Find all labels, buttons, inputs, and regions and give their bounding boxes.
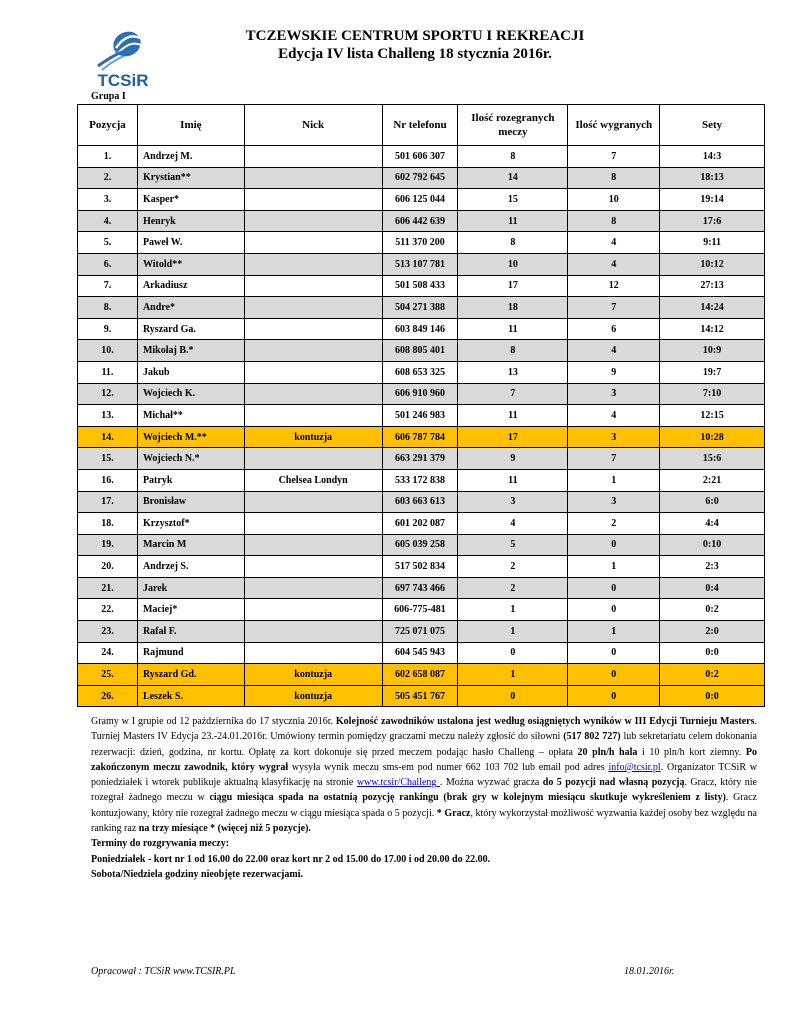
cell-position: 11. [78,361,138,383]
cell-sets: 19:14 [660,189,765,211]
cell-phone: 606 910 960 [382,383,458,405]
cell-nick [244,275,382,297]
cell-won: 4 [568,253,660,275]
col-header-played: Ilość rozegranych meczy [458,105,568,146]
table-header-row [78,105,765,146]
cell-played: 5 [458,534,568,556]
table-row [78,189,765,211]
cell-won: 3 [568,491,660,513]
cell-nick [244,599,382,621]
terms-title: Terminy do rozgrywania meczy: [91,838,230,850]
cell-name: Andrzej S. [137,556,244,578]
cell-won: 4 [568,405,660,427]
cell-phone: 501 606 307 [382,146,458,168]
notes-text: . Turniej Masters IV Edycja 23.-24.01.2016r. Umówiony termin pomiędzy graczami meczu należy zgłosić do siłowni [91,716,757,743]
cell-played: 11 [458,405,568,427]
cell-position: 6. [78,253,138,275]
table-row [78,556,765,578]
cell-name: Ryszard Gd. [137,664,244,686]
cell-phone: 501 246 983 [382,405,458,427]
cell-name: Ryszard Ga. [137,318,244,340]
notes-bold: ciągu miesiąca spada na ostatnią pozycję rankingu (brak gry w kolejnym miesiącu skutkuje wykreśleniem z listy) [209,792,726,804]
cell-position: 24. [78,642,138,664]
cell-nick [244,361,382,383]
cell-sets: 2:0 [660,621,765,643]
cell-sets: 6:0 [660,491,765,513]
cell-sets: 7:10 [660,383,765,405]
cell-played: 9 [458,448,568,470]
cell-phone: 601 202 087 [382,513,458,535]
cell-phone: 517 502 834 [382,556,458,578]
cell-nick [244,340,382,362]
table-row [78,577,765,599]
cell-nick [244,642,382,664]
table-row [78,253,765,275]
cell-phone: 533 172 838 [382,469,458,491]
cell-position: 21. [78,577,138,599]
notes-bold: Kolejność zawodników ustalona jest według osiągniętych wyników w III Edycji Turnieju Masters [335,716,755,727]
notes-text: i 10 pln/h kort ziemny. [637,746,746,758]
notes-text: wysyła wynik meczu sms-em pod numer 662 103 702 lub email pod adres [288,761,609,773]
cell-position: 7. [78,275,138,297]
cell-nick [244,189,382,211]
table-row [78,297,765,319]
ranking-table [77,104,765,707]
table-row [78,469,765,491]
cell-position: 2. [78,167,138,189]
cell-phone: 606 125 044 [382,189,458,211]
cell-won: 8 [568,210,660,232]
cell-phone: 602 658 087 [382,664,458,686]
cell-name: Jakub [137,361,244,383]
cell-won: 2 [568,513,660,535]
cell-phone: 504 271 388 [382,297,458,319]
cell-won: 0 [568,642,660,664]
cell-position: 19. [78,534,138,556]
rules-notes [91,714,757,882]
cell-played: 17 [458,275,568,297]
notes-phone: (517 802 727) [563,731,621,743]
cell-position: 4. [78,210,138,232]
cell-won: 1 [568,556,660,578]
document-title: TCZEWSKIE CENTRUM SPORTU I REKREACJI [245,28,585,44]
cell-played: 17 [458,426,568,448]
footer-author: Opracował : TCSiR www.TCSIR.PL [91,966,236,977]
cell-nick [244,556,382,578]
cell-nick [244,513,382,535]
cell-sets: 0:4 [660,577,765,599]
cell-won: 9 [568,361,660,383]
cell-phone: 511 370 200 [382,232,458,254]
cell-name: Andrzej M. [137,146,244,168]
cell-phone: 505 451 767 [382,685,458,707]
cell-won: 7 [568,146,660,168]
cell-sets: 18:13 [660,167,765,189]
cell-name: Maciej* [137,599,244,621]
cell-phone: 608 805 401 [382,340,458,362]
cell-sets: 17:6 [660,210,765,232]
cell-phone: 513 107 781 [382,253,458,275]
cell-position: 20. [78,556,138,578]
cell-position: 15. [78,448,138,470]
cell-played: 8 [458,232,568,254]
cell-won: 8 [568,167,660,189]
cell-nick [244,253,382,275]
cell-phone: 501 508 433 [382,275,458,297]
cell-played: 18 [458,297,568,319]
footer-date: 18.01.2016r. [624,966,675,977]
cell-position: 9. [78,318,138,340]
cell-played: 10 [458,253,568,275]
cell-position: 18. [78,513,138,535]
cell-name: Wojciech M.** [137,426,244,448]
cell-nick [244,491,382,513]
table-row [78,426,765,448]
cell-sets: 19:7 [660,361,765,383]
cell-phone: 605 039 258 [382,534,458,556]
cell-nick [244,210,382,232]
cell-won: 6 [568,318,660,340]
col-header-nick: Nick [244,105,382,146]
cell-played: 8 [458,340,568,362]
col-header-position: Pozycja [78,105,138,146]
cell-nick [244,448,382,470]
cell-played: 1 [458,599,568,621]
notes-text: Gramy w I grupie od 12 października do 17 stycznia 2016r. [91,716,336,727]
cell-position: 23. [78,621,138,643]
cell-won: 1 [568,469,660,491]
cell-nick [244,383,382,405]
cell-phone: 602 792 645 [382,167,458,189]
table-row [78,534,765,556]
cell-position: 22. [78,599,138,621]
cell-won: 3 [568,383,660,405]
cell-name: Witold** [137,253,244,275]
cell-name: Bronisław [137,491,244,513]
cell-name: Krystian** [137,167,244,189]
cell-played: 8 [458,146,568,168]
col-header-sets: Sety [660,105,765,146]
cell-name: Patryk [137,469,244,491]
cell-won: 7 [568,448,660,470]
terms-weekdays: Poniedziałek - kort nr 1 od 16.00 do 22.00 oraz kort nr 2 od 15.00 do 17.00 i od 20.00 do 22.00. [91,853,491,865]
cell-nick: kontuzja [244,685,382,707]
cell-phone: 725 071 075 [382,621,458,643]
cell-sets: 2:3 [660,556,765,578]
cell-played: 0 [458,685,568,707]
table-row [78,167,765,189]
cell-nick [244,297,382,319]
cell-sets: 14:3 [660,146,765,168]
cell-sets: 0:2 [660,599,765,621]
table-row [78,513,765,535]
cell-played: 11 [458,210,568,232]
website-link[interactable]: www.tcsir/Challeng [356,777,440,789]
cell-position: 26. [78,685,138,707]
cell-phone: 603 849 146 [382,318,458,340]
cell-name: Rafał F. [137,621,244,643]
cell-nick [244,167,382,189]
cell-position: 14. [78,426,138,448]
email-link[interactable]: info@tcsir.pl [608,761,661,773]
cell-played: 1 [458,621,568,643]
cell-won: 7 [568,297,660,319]
cell-played: 13 [458,361,568,383]
cell-sets: 0:0 [660,685,765,707]
col-header-won: Ilość wygranych [568,105,660,146]
cell-position: 10. [78,340,138,362]
cell-sets: 10:9 [660,340,765,362]
cell-name: Rajmund [137,642,244,664]
table-row [78,405,765,427]
cell-nick [244,318,382,340]
cell-sets: 0:2 [660,664,765,686]
cell-nick [244,146,382,168]
cell-name: Michał** [137,405,244,427]
cell-played: 7 [458,383,568,405]
svg-text:TCSiR: TCSiR [97,71,149,90]
cell-nick [244,232,382,254]
cell-phone: 603 663 613 [382,491,458,513]
table-body [78,146,765,707]
cell-sets: 10:12 [660,253,765,275]
cell-won: 4 [568,340,660,362]
cell-position: 12. [78,383,138,405]
cell-name: Wojciech N.* [137,448,244,470]
cell-won: 4 [568,232,660,254]
table-row [78,448,765,470]
cell-name: Mikołaj B.* [137,340,244,362]
cell-position: 16. [78,469,138,491]
cell-position: 3. [78,189,138,211]
cell-nick [244,534,382,556]
cell-name: Arkadiusz [137,275,244,297]
notes-text: . Gracz, który nie rozegrał żadnego meczu w [91,777,757,804]
group-label: Grupa I [91,91,126,102]
cell-played: 3 [458,491,568,513]
table-row [78,318,765,340]
document-header [200,27,630,63]
cell-won: 0 [568,577,660,599]
notes-bold: 20 pln/h hala [577,746,638,758]
table-row [78,599,765,621]
cell-phone: 697 743 466 [382,577,458,599]
col-header-phone: Nr telefonu [382,105,458,146]
cell-won: 0 [568,599,660,621]
cell-sets: 10:28 [660,426,765,448]
notes-text: , który wykorzystał możliwość wyzwania każdej osoby bez względu na ranking raz [91,807,757,835]
cell-name: Wojciech K. [137,383,244,405]
cell-phone: 606 787 784 [382,426,458,448]
cell-name: Leszek S. [137,685,244,707]
cell-sets: 15:6 [660,448,765,470]
notes-bold: * Gracz [436,807,471,819]
cell-phone: 606-775-481 [382,599,458,621]
cell-played: 15 [458,189,568,211]
notes-bold: do 5 pozycji nad własną pozycją [542,777,685,789]
cell-position: 8. [78,297,138,319]
cell-sets: 4:4 [660,513,765,535]
cell-played: 14 [458,167,568,189]
cell-sets: 9:11 [660,232,765,254]
table-row [78,685,765,707]
col-header-name: Imię [137,105,244,146]
cell-won: 0 [568,664,660,686]
table-row [78,491,765,513]
cell-played: 2 [458,577,568,599]
cell-name: Jarek [137,577,244,599]
cell-won: 1 [568,621,660,643]
cell-sets: 14:12 [660,318,765,340]
cell-name: Paweł W. [137,232,244,254]
cell-name: Kasper* [137,189,244,211]
cell-sets: 0:0 [660,642,765,664]
table-row [78,361,765,383]
document-subtitle: Edycja IV lista Challeng 18 stycznia 2016r. [278,46,552,62]
cell-nick [244,405,382,427]
table-row [78,383,765,405]
terms-weekend: Sobota/Niedziela godziny nieobjęte rezerwacjami. [91,868,303,880]
cell-position: 17. [78,491,138,513]
cell-position: 25. [78,664,138,686]
cell-played: 11 [458,469,568,491]
table-row [78,664,765,686]
table-row [78,232,765,254]
table-row [78,340,765,362]
cell-won: 3 [568,426,660,448]
cell-sets: 12:15 [660,405,765,427]
cell-played: 0 [458,642,568,664]
cell-sets: 2:21 [660,469,765,491]
cell-phone: 604 545 943 [382,642,458,664]
table-row [78,146,765,168]
cell-name: Andre* [137,297,244,319]
cell-played: 1 [458,664,568,686]
table-row [78,621,765,643]
cell-played: 2 [458,556,568,578]
notes-text: lub sekretariatu celem dokonania rezerwacji: dzień, godzina, nr kortu. Opłatę za kort dokonuje się przed meczem podając hasło Challeng – opłata [91,731,757,758]
cell-phone: 606 442 639 [382,210,458,232]
notes-text: . Gracz kontuzjowany, który nie rozegrał żadnego meczu w ciągu miesiąca spada o 5 pozycji. [91,792,757,819]
table-row [78,275,765,297]
cell-sets: 14:24 [660,297,765,319]
cell-position: 13. [78,405,138,427]
cell-won: 0 [568,534,660,556]
cell-won: 12 [568,275,660,297]
cell-position: 5. [78,232,138,254]
table-row [78,210,765,232]
cell-nick [244,621,382,643]
cell-position: 1. [78,146,138,168]
notes-text: . Można wyzwać gracza [439,777,543,789]
cell-won: 0 [568,685,660,707]
cell-nick: Chelsea Londyn [244,469,382,491]
cell-nick [244,577,382,599]
notes-text: . Organizator TCSiR w poniedziałek i wtorek publikuje aktualną klasyfikację na stronie [91,761,758,789]
cell-nick: kontuzja [244,426,382,448]
cell-won: 10 [568,189,660,211]
cell-sets: 0:10 [660,534,765,556]
cell-nick: kontuzja [244,664,382,686]
notes-bold: Po zakończonym meczu zawodnik, który wygrał [91,746,757,773]
cell-name: Krzysztof* [137,513,244,535]
tcsir-logo [88,26,158,92]
cell-name: Henryk [137,210,244,232]
cell-phone: 663 291 379 [382,448,458,470]
cell-sets: 27:13 [660,275,765,297]
cell-phone: 608 653 325 [382,361,458,383]
notes-bold: na trzy miesiące * (więcej niż 5 pozycje). [138,823,311,835]
table-row [78,642,765,664]
cell-played: 11 [458,318,568,340]
cell-name: Marcin M [137,534,244,556]
cell-played: 4 [458,513,568,535]
